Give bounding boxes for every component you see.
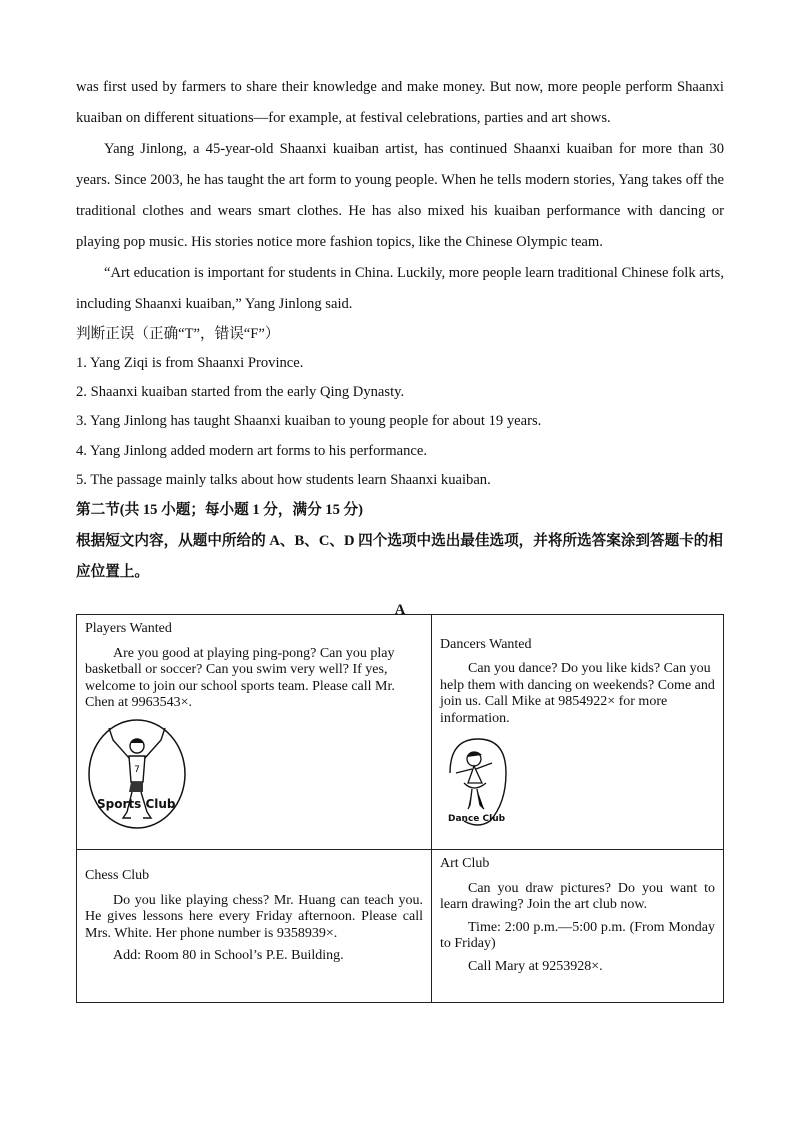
ad-text: Are you good at playing ping-pong? Can you play basketball or soccer? Can you swim very well? If yes, welcome to join our school sports team. Please call Mr. Chen at 9963543×. <box>85 645 395 710</box>
question-3: 3. Yang Jinlong has taught Shaanxi kuaiban to young people for about 19 years. <box>76 413 542 430</box>
sports-club-logo <box>85 718 195 830</box>
sports-club-logo-text: Sports Club <box>97 796 176 811</box>
ad-art-club <box>432 850 724 1003</box>
question-4: 4. Yang Jinlong added modern art forms to his performance. <box>76 442 427 459</box>
section-title: 第二节(共 15 小题；每小题 1 分，满分 15 分) <box>76 502 364 519</box>
ad-title: Art Club <box>440 856 490 871</box>
tf-instruction: 判断正误（正确“T”，错误“F”） <box>76 326 280 342</box>
ads-table <box>76 614 724 1003</box>
ad-text: Can you draw pictures? Do you want to learn drawing? Join the art club now. <box>440 880 715 912</box>
ad-title: Chess Club <box>85 868 150 883</box>
ad-title: Players Wanted <box>85 621 172 636</box>
ad-dancers-wanted <box>432 615 724 850</box>
question-1: 1. Yang Ziqi is from Shaanxi Province. <box>76 355 304 371</box>
ad-players-wanted <box>77 615 432 850</box>
svg-text:7: 7 <box>134 764 140 775</box>
section-instruction: 根据短文内容，从题中所给的 A、B、C、D 四个选项中选出最佳选项，并将所选答案涂到答题卡的相应位置上。 <box>76 533 723 581</box>
ad-title: Dancers Wanted <box>440 636 532 652</box>
part-label: A <box>394 602 406 619</box>
question-5: 5. The passage mainly talks about how students learn Shaanxi kuaiban. <box>76 471 491 488</box>
ad-time: Time: 2:00 p.m.—5:00 p.m. (From Monday to Friday) <box>440 919 715 951</box>
dance-club-logo-text: Dance Club <box>448 814 506 824</box>
question-2: 2. Shaanxi kuaiban started from the early Qing Dynasty. <box>76 384 405 401</box>
document-page <box>76 72 724 625</box>
ad-text: Can you dance? Do you like kids? Can you help them with dancing on weekends? Come and join us. Call Mike at 9854922× for more information. <box>440 661 715 726</box>
passage-paragraph-2: Yang Jinlong, a 45-year-old Shaanxi kuaiban artist, has continued Shaanxi kuaiban for more than 30 years. Since 2003, he has taught the art form to young people. When he tells modern stories, Yang takes off the traditional clothes and wears smart clothes. He has also mixed his kuaiban performance with dancing or playing pop music. His stories notice more fashion topics, like the Chinese Olympic team. <box>76 141 724 250</box>
ad-address: Add: Room 80 in School’s P.E. Building. <box>113 948 344 963</box>
passage-paragraph-1: was first used by farmers to share their knowledge and make money. But now, more people perform Shaanxi kuaiban on different situations—for example, at festival celebrations, parties and art shows. <box>76 79 724 126</box>
ad-text: Do you like playing chess? Mr. Huang can teach you. He gives lessons here every Friday afternoon. Please call Mrs. White. Her phone number is 9358939×. <box>85 892 423 941</box>
ad-chess-club <box>77 850 432 1003</box>
ad-contact: Call Mary at 9253928×. <box>468 958 603 974</box>
passage-paragraph-3: “Art education is important for students in China. Luckily, more people learn traditional Chinese folk arts, including Shaanxi kuaiban,” Yang Jinlong said. <box>76 265 724 312</box>
